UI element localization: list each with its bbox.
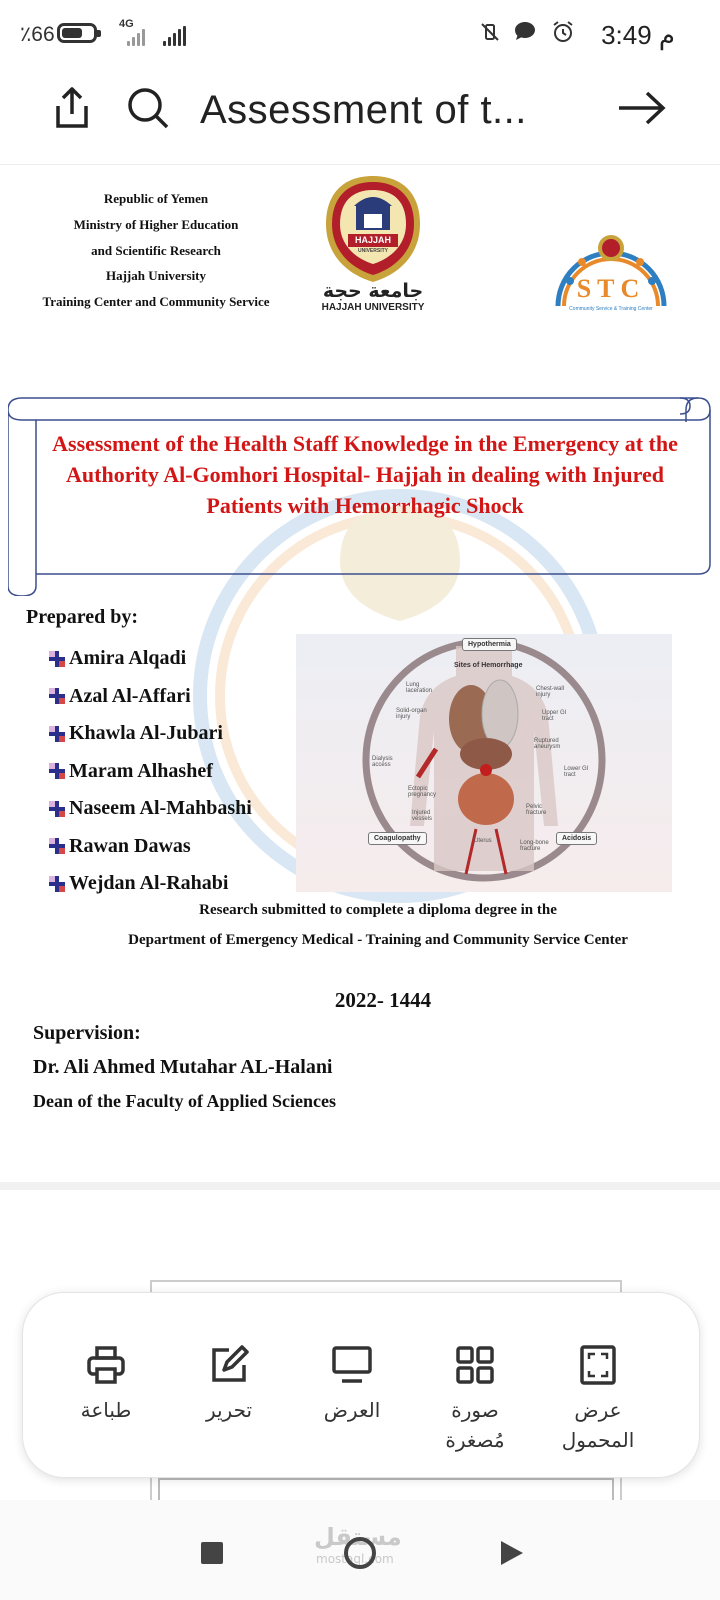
- submission-line-1: Research submitted to complete a diploma degree in the: [199, 902, 557, 918]
- cross-bullet-icon: [48, 762, 66, 780]
- monitor-icon: [331, 1345, 373, 1385]
- stc-caption: Community Service & Training Center: [569, 306, 653, 312]
- figure-label-left-4: Injured vessels: [412, 810, 433, 822]
- document-title-field[interactable]: Assessment of t...: [200, 88, 527, 132]
- status-bar: [0, 0, 720, 70]
- cross-bullet-icon: [48, 800, 66, 818]
- figure-heading: Sites of Hemorrhage: [454, 662, 523, 669]
- header-line-2: Ministry of Higher Education: [73, 217, 239, 232]
- author-item: [48, 753, 252, 791]
- search-icon: [126, 86, 170, 130]
- clock: 3:49 م: [601, 20, 675, 50]
- header-line-5: Training Center and Community Service: [42, 294, 270, 309]
- home-circle-icon: [343, 1536, 377, 1570]
- alarm-icon: [551, 20, 575, 44]
- hemorrhage-figure: [296, 634, 672, 892]
- thumbnail-label: صورة مُصغرة: [445, 1398, 505, 1452]
- author-item: [48, 865, 252, 903]
- author-name: Khawla Al-Jubari: [69, 722, 223, 745]
- print-button[interactable]: [51, 1343, 161, 1425]
- edit-button[interactable]: [174, 1343, 284, 1425]
- figure-label-right-0: Chest-wall injury: [536, 686, 565, 698]
- body-illustration: [296, 634, 672, 892]
- author-item: [48, 828, 252, 866]
- figure-label-right-3: Lower GI tract: [564, 766, 589, 778]
- cross-bullet-icon: [48, 687, 66, 705]
- print-label: طباعة: [80, 1398, 132, 1422]
- play-triangle-icon: [499, 1539, 525, 1567]
- battery-icon: [57, 23, 97, 43]
- figure-label-right-2: Ruptured aneurysm: [534, 738, 561, 750]
- watermark-subtext: mostaql.com: [316, 1552, 394, 1566]
- document-page[interactable]: [0, 166, 720, 1190]
- logo-university-label: UNIVERSITY: [357, 248, 388, 254]
- author-name: Amira Alqadi: [69, 647, 187, 670]
- watermark-text: مستقل: [314, 1523, 402, 1551]
- figure-label-right-1: Upper GI tract: [542, 710, 567, 722]
- grid-icon: [455, 1345, 495, 1385]
- back-button[interactable]: [487, 1528, 537, 1578]
- top-toolbar: [0, 70, 720, 165]
- page-separator: [0, 1182, 720, 1190]
- figure-label-left-2: Dialysis access: [372, 756, 393, 768]
- figure-label-left-1: Solid-organ injury: [396, 708, 427, 720]
- university-logo: [308, 174, 438, 314]
- author-name: Maram Alhashef: [69, 759, 213, 782]
- figure-label-right-4: Pelvic fracture: [526, 804, 547, 816]
- display-button[interactable]: [297, 1343, 407, 1425]
- logo-english-name: HAJJAH UNIVERSITY: [321, 302, 425, 313]
- arrow-right-icon: [617, 90, 667, 126]
- cross-bullet-icon: [48, 725, 66, 743]
- author-item: [48, 715, 252, 753]
- cross-bullet-icon: [48, 875, 66, 893]
- supervision-label: Supervision:: [33, 1022, 141, 1044]
- author-list: [48, 640, 252, 903]
- header-line-1: Republic of Yemen: [103, 191, 209, 206]
- cross-bullet-icon: [48, 650, 66, 668]
- edit-label: تحرير: [205, 1398, 253, 1422]
- print-icon: [86, 1345, 126, 1385]
- recent-apps-button[interactable]: [187, 1528, 237, 1578]
- navigation-bar: [0, 1500, 720, 1600]
- vibrate-off-icon: [481, 22, 499, 42]
- figure-label-right-5: Long-bone fracture: [520, 840, 549, 852]
- status-icons: [481, 20, 575, 44]
- bottom-action-sheet: [22, 1292, 700, 1478]
- share-button[interactable]: [44, 80, 100, 136]
- prepared-by-label: Prepared by:: [26, 606, 139, 628]
- supervisor-title: Dean of the Faculty of Applied Sciences: [33, 1091, 336, 1111]
- stc-letters: STC: [576, 274, 646, 303]
- figure-box-left: Coagulopathy: [368, 832, 427, 845]
- header-line-4: Hajjah University: [105, 268, 207, 283]
- author-name: Rawan Dawas: [69, 834, 191, 857]
- signal-icon-sim2: [163, 26, 186, 46]
- author-item: [48, 640, 252, 678]
- battery-level: [62, 28, 82, 38]
- author-name: Wejdan Al-Rahabi: [69, 872, 229, 895]
- figure-label-left-0: Lung laceration: [406, 682, 433, 694]
- display-label: العرض: [323, 1398, 381, 1422]
- forward-button[interactable]: [610, 80, 674, 136]
- fullscreen-icon: [580, 1345, 616, 1385]
- figure-box-right: Acidosis: [556, 832, 597, 845]
- mobile-view-label: عرض المحمول: [561, 1398, 635, 1452]
- document-year: 2022- 1444: [334, 988, 432, 1012]
- supervisor-name: Dr. Ali Ahmed Mutahar AL-Halani: [33, 1056, 333, 1078]
- chat-icon: [513, 21, 537, 43]
- author-name: Azal Al-Affari: [69, 684, 191, 707]
- author-item: [48, 790, 252, 828]
- square-icon: [200, 1541, 224, 1565]
- author-item: [48, 678, 252, 716]
- mobile-view-button[interactable]: [543, 1343, 653, 1455]
- figure-label-bottom: Uterus: [474, 838, 492, 844]
- edit-icon: [209, 1345, 249, 1385]
- logo-hajjah-label: HAJJAH: [354, 235, 391, 245]
- figure-label-left-3: Ectopic pregnancy: [408, 786, 437, 798]
- battery-percentage: ٪66: [20, 23, 55, 46]
- logo-arabic-name: جامعة حجة: [322, 280, 424, 302]
- signal-icon-sim1: [127, 26, 145, 46]
- network-type: 4G: [119, 18, 134, 30]
- cross-bullet-icon: [48, 837, 66, 855]
- home-button[interactable]: [335, 1528, 385, 1578]
- author-name: Naseem Al-Mahbashi: [69, 797, 252, 820]
- document-main-title: Assessment of the Health Staff Knowledge in the Emergency at the Authority Al-Gomhori Hospital- Hajjah in dealing with Injured Patients with Hemorrhagic Shock: [52, 431, 678, 518]
- stc-logo: [548, 226, 674, 320]
- share-icon: [52, 86, 92, 130]
- search-button[interactable]: [120, 80, 176, 136]
- header-line-3: and Scientific Research: [91, 243, 221, 258]
- figure-box-top: Hypothermia: [462, 638, 517, 651]
- submission-line-2: Department of Emergency Medical - Training and Community Service Center: [128, 932, 628, 948]
- thumbnail-button[interactable]: [420, 1343, 530, 1455]
